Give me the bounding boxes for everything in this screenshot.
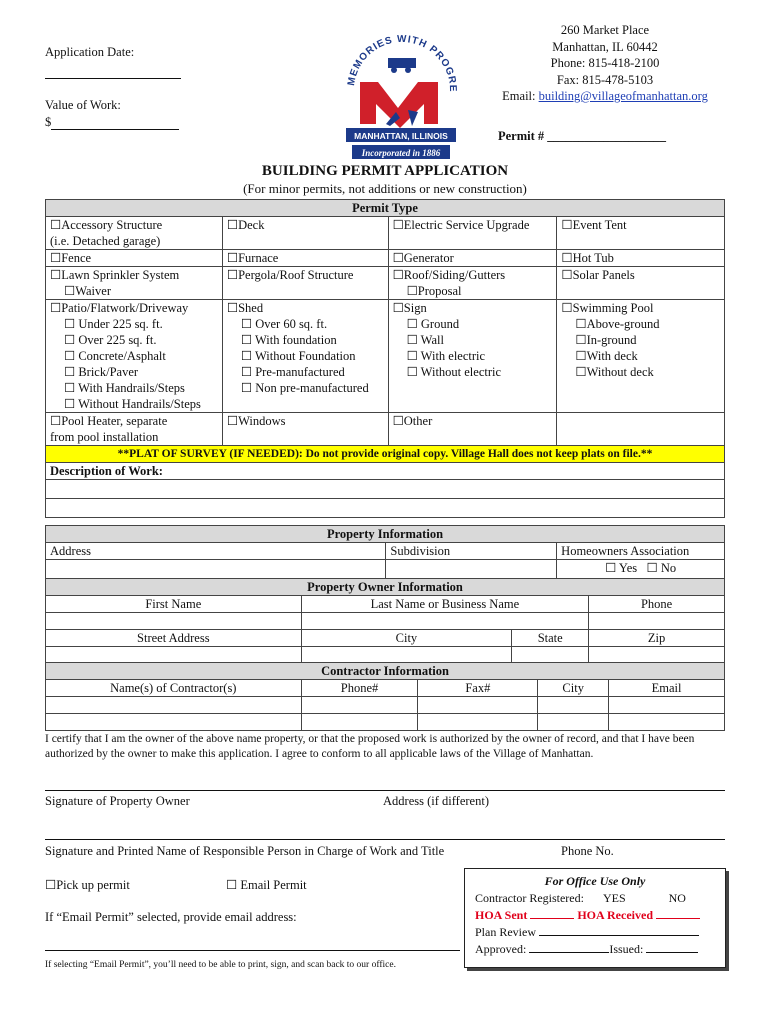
hoa-sent-label: HOA Sent <box>475 908 528 922</box>
header-left <box>45 44 205 130</box>
contractor-registered-label: Contractor Registered: <box>475 891 584 905</box>
plat-notice: **PLAT OF SURVEY (IF NEEDED): Do not provide original copy. Village Hall does not keep plats on file.** <box>46 446 725 463</box>
permit-suboption-checkbox[interactable]: ☐ Under 225 sq. ft. <box>64 317 163 331</box>
page-subtitle: (For minor permits, not additions or new construction) <box>243 181 527 196</box>
zip-field[interactable] <box>589 647 725 664</box>
contractor-city-field-2[interactable] <box>538 714 609 731</box>
responsible-signature-line[interactable] <box>45 825 725 840</box>
permit-type-heading: Permit Type <box>46 200 725 217</box>
permit-option-checkbox[interactable]: ☐Solar Panels <box>561 268 635 282</box>
permit-type-cell <box>46 413 223 446</box>
logo-arc-text: MEMORIES WITH PROGRE <box>346 33 459 93</box>
permit-suboption-checkbox[interactable]: ☐ Wall <box>406 333 444 347</box>
permit-option-checkbox[interactable]: ☐Electric Service Upgrade <box>392 218 530 232</box>
permit-number-field[interactable]: Permit # ___________________ <box>498 129 667 143</box>
permit-type-cell <box>222 250 388 267</box>
logo-city: MANHATTAN, ILLINOIS <box>354 131 448 141</box>
permit-type-row <box>46 217 725 250</box>
contractor-email-label: Email <box>609 680 725 697</box>
permit-option-note: from pool installation <box>50 430 159 444</box>
property-address-field[interactable] <box>46 560 386 579</box>
owner-city-label: City <box>301 630 512 647</box>
issued-label: Issued: <box>609 942 644 956</box>
permit-suboption-checkbox[interactable]: ☐ Non pre-manufactured <box>240 381 369 395</box>
page-title: BUILDING PERMIT APPLICATION <box>261 163 509 179</box>
permit-suboption-checkbox[interactable]: ☐ With foundation <box>240 333 337 347</box>
permit-option-checkbox[interactable]: ☐Generator <box>392 251 454 265</box>
permit-option-checkbox[interactable]: ☐Event Tent <box>561 218 627 232</box>
contractor-fax-label: Fax# <box>418 680 538 697</box>
address-line2: Manhattan, IL 60442 <box>552 39 658 54</box>
registered-yes[interactable]: YES <box>602 891 626 905</box>
permit-type-cell <box>46 250 223 267</box>
owner-city-field[interactable] <box>301 647 512 664</box>
zip-label: Zip <box>589 630 725 647</box>
last-name-field[interactable] <box>301 613 589 630</box>
plan-review-row <box>475 924 715 941</box>
permit-type-cell <box>222 413 388 446</box>
owner-signature-label: Signature of Property Owner <box>45 794 190 808</box>
pickup-permit-checkbox[interactable]: ☐Pick up permit <box>45 878 130 892</box>
permit-suboption-checkbox[interactable]: ☐ Over 60 sq. ft. <box>240 317 328 331</box>
permit-type-cell <box>557 300 725 413</box>
alt-address-label: Address (if different) <box>383 794 489 808</box>
application-date-label: Application Date: <box>45 45 135 59</box>
last-name-label: Last Name or Business Name <box>301 596 589 613</box>
permit-option-checkbox[interactable]: ☐Shed <box>226 301 264 315</box>
header-right <box>470 22 740 105</box>
permit-suboption-checkbox[interactable]: ☐Waiver <box>64 284 111 298</box>
permit-type-table <box>45 199 725 518</box>
contractor-phone-field[interactable] <box>301 697 418 714</box>
owner-info-table <box>45 578 725 664</box>
owner-phone-label: Phone <box>589 596 725 613</box>
permit-type-row <box>46 267 725 300</box>
permit-suboption-checkbox[interactable]: ☐ With electric <box>406 349 486 363</box>
permit-option-checkbox[interactable]: ☐Lawn Sprinkler System <box>50 268 180 282</box>
permit-option-checkbox[interactable]: ☐Pool Heater, separate <box>50 414 168 428</box>
first-name-field[interactable] <box>46 613 302 630</box>
plan-review-field[interactable] <box>539 924 699 936</box>
permit-suboption-checkbox[interactable]: ☐ Pre-manufactured <box>240 365 345 379</box>
permit-type-cell <box>557 217 725 250</box>
certification-text: I certify that I am the owner of the above name property, or that the proposed work is authorized by the owner of record, and that I have been authorized by the owner to make this application. I agree to conform to all applicable laws of the Village of Manhattan. <box>45 733 695 760</box>
contractor-fax-field[interactable] <box>418 697 538 714</box>
state-label: State <box>512 630 589 647</box>
permit-suboption-checkbox[interactable]: ☐ Concrete/Asphalt <box>64 349 166 363</box>
property-address-label: Address <box>46 543 386 560</box>
hoa-sent-field[interactable] <box>530 907 574 919</box>
permit-type-cell <box>222 300 388 413</box>
permit-suboption-checkbox[interactable]: ☐Above-ground <box>575 317 660 331</box>
contractor-names-field[interactable] <box>46 697 302 714</box>
office-email: Email: building@villageofmanhattan.org <box>502 89 708 103</box>
hoa-label: Homeowners Association <box>557 543 725 560</box>
email-address-field[interactable] <box>45 938 460 951</box>
email-permit-checkbox[interactable]: ☐ Email Permit <box>226 878 307 892</box>
responsible-phone-label: Phone No. <box>561 844 614 858</box>
owner-signature-line[interactable] <box>45 776 725 791</box>
contractor-email-field-2[interactable] <box>609 714 725 731</box>
permit-option-checkbox[interactable]: ☐Patio/Flatwork/Driveway <box>50 301 189 315</box>
contractor-phone-field-2[interactable] <box>301 714 418 731</box>
office-use-box <box>464 868 726 968</box>
contractor-info-table <box>45 662 725 731</box>
hoa-row <box>475 907 715 924</box>
permit-option-checkbox[interactable]: ☐Accessory Structure <box>50 218 163 232</box>
property-info-heading: Property Information <box>46 526 725 543</box>
street-address-field[interactable] <box>46 647 302 664</box>
email-link[interactable]: building@villageofmanhattan.org <box>538 89 708 103</box>
permit-option-checkbox[interactable]: ☐Sign <box>392 301 427 315</box>
address-line1: 260 Market Place <box>560 23 650 37</box>
permit-type-cell <box>557 413 725 446</box>
email-address-prompt: If “Email Permit” selected, provide email address: <box>45 910 297 924</box>
permit-option-checkbox[interactable]: ☐Deck <box>226 218 265 232</box>
value-of-work-field[interactable] <box>51 113 179 130</box>
value-of-work-prefix: $ <box>45 115 52 129</box>
subdivision-field[interactable] <box>386 560 557 579</box>
permit-type-row <box>46 413 725 446</box>
permit-type-cell <box>388 250 557 267</box>
contractor-info-heading: Contractor Information <box>46 663 725 680</box>
hoa-received-field[interactable] <box>656 907 700 919</box>
permit-type-cell <box>222 267 388 300</box>
logo-incorporated: Incorporated in 1886 <box>361 148 441 158</box>
permit-type-cell <box>388 413 557 446</box>
permit-type-cell <box>46 300 223 413</box>
plan-review-label: Plan Review <box>475 925 536 939</box>
permit-suboption-checkbox[interactable]: ☐ Without electric <box>406 365 502 379</box>
contractor-names-field-2[interactable] <box>46 714 302 731</box>
permit-suboption-checkbox[interactable]: ☐ Over 225 sq. ft. <box>64 333 157 347</box>
permit-suboption-checkbox[interactable]: ☐Without deck <box>575 365 654 379</box>
permit-type-cell <box>388 217 557 250</box>
issued-field[interactable] <box>646 941 698 953</box>
approved-field[interactable] <box>529 941 609 953</box>
contractor-city-field[interactable] <box>538 697 609 714</box>
permit-option-checkbox[interactable]: ☐Furnace <box>226 251 279 265</box>
subdivision-label: Subdivision <box>386 543 557 560</box>
permit-suboption-checkbox[interactable]: ☐ Ground <box>406 317 460 331</box>
permit-suboption-checkbox[interactable]: ☐ Without Foundation <box>240 349 356 363</box>
description-label: Description of Work: <box>46 463 725 480</box>
permit-type-cell <box>388 300 557 413</box>
permit-option-checkbox[interactable]: ☐Fence <box>50 251 92 265</box>
state-field[interactable] <box>512 647 589 664</box>
office-use-title: For Office Use Only <box>544 874 646 888</box>
permit-suboption-checkbox[interactable]: ☐ Brick/Paver <box>64 365 139 379</box>
permit-suboption-checkbox[interactable]: ☐ Without Handrails/Steps <box>64 397 201 411</box>
village-logo <box>338 30 464 160</box>
hoa-yes-checkbox[interactable]: ☐ Yes <box>605 561 638 575</box>
permit-type-cell <box>388 267 557 300</box>
office-fax: Fax: 815-478-5103 <box>556 72 654 87</box>
contractor-phone-label: Phone# <box>301 680 418 697</box>
permit-type-row <box>46 300 725 413</box>
permit-type-cell <box>46 217 223 250</box>
approved-row <box>475 941 715 958</box>
application-date-field[interactable] <box>45 60 181 79</box>
hoa-no-checkbox[interactable]: ☐ No <box>646 561 677 575</box>
permit-suboption-checkbox[interactable]: ☐With deck <box>575 349 638 363</box>
contractor-registered-row <box>475 890 715 907</box>
description-line-1[interactable] <box>46 480 725 499</box>
permit-suboption-checkbox[interactable]: ☐ With Handrails/Steps <box>64 381 185 395</box>
contractor-names-label: Name(s) of Contractor(s) <box>46 680 302 697</box>
responsible-signature-label: Signature and Printed Name of Responsible Person in Charge of Work and Title <box>45 844 445 858</box>
email-permit-note: If selecting “Email Permit”, you’ll need to be able to print, sign, and scan back to our office. <box>45 960 396 970</box>
permit-option-checkbox[interactable]: ☐Hot Tub <box>561 251 614 265</box>
permit-option-checkbox[interactable]: ☐Roof/Siding/Gutters <box>392 268 506 282</box>
permit-type-row <box>46 250 725 267</box>
owner-info-heading: Property Owner Information <box>46 579 725 596</box>
permit-type-cell <box>46 267 223 300</box>
contractor-fax-field-2[interactable] <box>418 714 538 731</box>
property-info-table <box>45 525 725 579</box>
office-phone: Phone: 815-418-2100 <box>550 56 660 70</box>
permit-type-cell <box>222 217 388 250</box>
first-name-label: First Name <box>46 596 302 613</box>
permit-type-cell <box>557 267 725 300</box>
permit-suboption-checkbox[interactable]: ☐In-ground <box>575 333 637 347</box>
contractor-city-label: City <box>538 680 609 697</box>
street-address-label: Street Address <box>46 630 302 647</box>
registered-no[interactable]: NO <box>668 891 686 905</box>
value-of-work-label: Value of Work: <box>45 98 121 112</box>
description-line-2[interactable] <box>46 499 725 518</box>
permit-option-checkbox[interactable]: ☐Pergola/Roof Structure <box>226 268 354 282</box>
permit-option-checkbox[interactable]: ☐Windows <box>226 414 286 428</box>
permit-suboption-checkbox[interactable]: ☐Proposal <box>406 284 462 298</box>
permit-option-note: (i.e. Detached garage) <box>50 234 161 248</box>
approved-label: Approved: <box>475 942 527 956</box>
permit-type-cell <box>557 250 725 267</box>
permit-option-checkbox[interactable]: ☐Other <box>392 414 433 428</box>
contractor-email-field[interactable] <box>609 697 725 714</box>
permit-option-checkbox[interactable]: ☐Swimming Pool <box>561 301 654 315</box>
owner-phone-field[interactable] <box>589 613 725 630</box>
hoa-received-label: HOA Received <box>577 908 653 922</box>
